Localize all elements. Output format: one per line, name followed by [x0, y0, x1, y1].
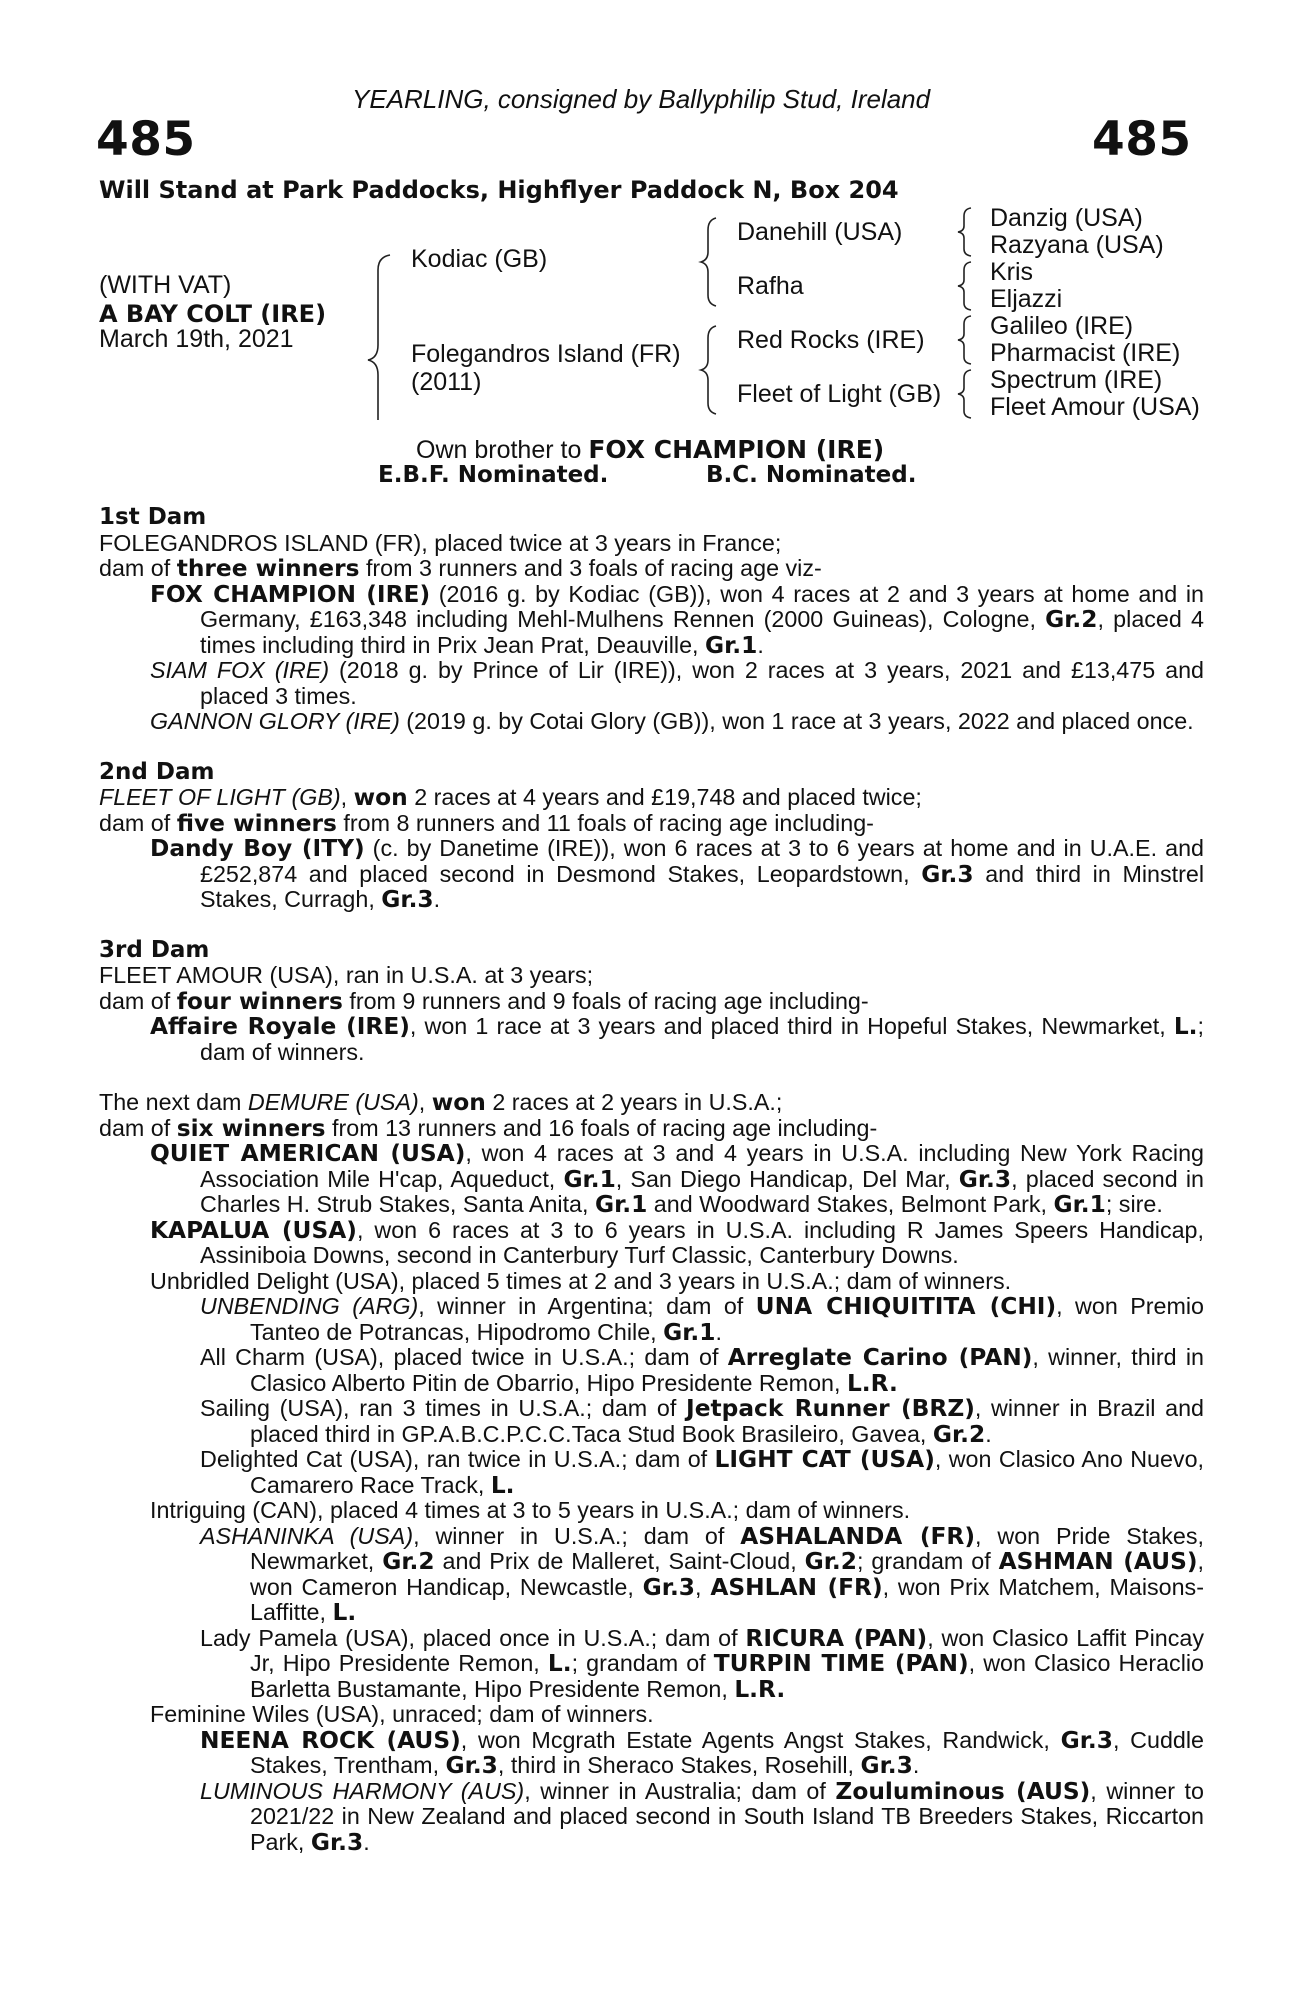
progeny-entry: Intriguing (CAN), placed 4 times at 3 to 5 years in U.S.A.; dam of winners. — [150, 1497, 911, 1523]
gg-3: Kris — [990, 258, 1034, 286]
second-dam-heading: 2nd Dam — [99, 758, 215, 785]
horse-name: A BAY COLT (IRE) — [99, 300, 327, 328]
catalogue-subtitle: YEARLING, consigned by Ballyphilip Stud, Ireland — [352, 84, 931, 114]
pedigree-notes — [99, 505, 1204, 1855]
progeny-entry: All Charm (USA), placed twice in U.S.A.; dam of Arreglate Carino (PAN), winner, third in Clasico Alberto Pitin de Obarrio, Hipo Presidente Remon, L.R. — [200, 1344, 1204, 1397]
next-dam-line: The next dam DEMURE (USA), won 2 races at 2 years in U.S.A.; — [99, 1089, 783, 1116]
progeny-entry: Lady Pamela (USA), placed once in U.S.A.; dam of RICURA (PAN), won Clasico Laffit Pincay Jr, Hipo Presidente Remon, L.; grandam of TURPIN TIME (PAN), won Clasico Heraclio Barletta Bustamante, Hipo Presidente Remon, L.R. — [200, 1624, 1205, 1703]
sire-sire: Danehill (USA) — [737, 218, 903, 246]
progeny-entry: KAPALUA (USA), won 6 races at 3 to 6 years in U.S.A. including R James Speers Handicap, Assiniboia Downs, second in Canterbury Turf Classic, Canterbury Downs. — [150, 1216, 1204, 1268]
progeny-entry: Delighted Cat (USA), ran twice in U.S.A.; dam of LIGHT CAT (USA), won Clasico Ano Nuevo, Camarero Race Track, L. — [200, 1446, 1205, 1499]
progeny-entry: QUIET AMERICAN (USA), won 4 races at 3 and 4 years in U.S.A. including New York Racing Association Mile H'cap, Aqueduct, Gr.1, San Diego Handicap, Del Mar, Gr.3, placed second in Charles H. Strub Stakes, Santa Anita, Gr.1 and Woodward Stakes, Belmont Park, Gr.1; sire. — [150, 1140, 1204, 1218]
stand-info: Will Stand at Park Paddocks, Highflyer Paddock N, Box 204 — [99, 176, 899, 204]
dam-year: (2011) — [411, 368, 482, 396]
progeny-entry: Dandy Boy (ITY) (c. by Danetime (IRE)), won 6 races at 3 to 6 years at home and in U.A.E. and £252,874 and placed second in Desmond Stakes, Leopardstown, Gr.3 and third in Minstrel Stakes, Curragh, Gr.3. — [150, 835, 1204, 913]
progeny-entry: NEENA ROCK (AUS), won Mcgrath Estate Agents Angst Stakes, Randwick, Gr.3, Cuddle Stakes, Trentham, Gr.3, third in Sheraco Stakes, Rosehill, Gr.3. — [200, 1726, 1204, 1779]
progeny-entry: FOX CHAMPION (IRE) (2016 g. by Kodiac (GB)), won 4 races at 2 and 3 years at home and in Germany, £163,348 including Mehl-Mulhens Rennen (2000 Guineas), Cologne, Gr.2, placed 4 times including third in Prix Jean Prat, Deauville, Gr.1. — [150, 580, 1205, 659]
first-dam-heading: 1st Dam — [99, 504, 207, 530]
first-dam-summary: dam of three winners from 3 runners and 3 foals of racing age viz- — [99, 555, 822, 582]
progeny-entry: LUMINOUS HARMONY (AUS), winner in Australia; dam of Zouluminous (AUS), winner to 2021/22 in New Zealand and placed second in South Island TB Breeders Stakes, Riccarton Park, Gr.3. — [200, 1777, 1204, 1856]
second-dam-summary: dam of five winners from 8 runners and 11 foals of racing age including- — [99, 809, 874, 837]
pedigree-brace-g1 — [955, 204, 979, 264]
lot-number-left: 485 — [96, 112, 196, 167]
own-brother-prefix: Own brother to — [416, 436, 589, 464]
gg-7: Spectrum (IRE) — [990, 366, 1163, 394]
progeny-entry: Sailing (USA), ran 3 times in U.S.A.; dam of Jetpack Runner (BRZ), winner in Brazil and placed third in GP.A.B.C.P.C.C.Taca Stud Book Brasileiro, Gavea, Gr.2. — [200, 1395, 1205, 1448]
third-dam-heading: 3rd Dam — [99, 936, 210, 963]
pedigree-brace-g4 — [955, 366, 979, 426]
first-dam-line: FOLEGANDROS ISLAND (FR), placed twice at 3 years in France; — [99, 529, 782, 556]
progeny-entry: SIAM FOX (IRE) (2018 g. by Prince of Lir (IRE)), won 2 races at 3 years, 2021 and £13,475 and placed 3 times. — [150, 657, 1204, 709]
ebf-nominated: E.B.F. Nominated. — [378, 462, 609, 488]
foaling-date: March 19th, 2021 — [99, 325, 294, 353]
progeny-entry: Feminine Wiles (USA), unraced; dam of winners. — [150, 1701, 654, 1727]
pedigree-brace-main — [360, 210, 410, 420]
gg-2: Razyana (USA) — [990, 231, 1164, 259]
gg-4: Eljazzi — [990, 285, 1063, 313]
dam-sire: Red Rocks (IRE) — [737, 326, 925, 354]
third-dam-line: FLEET AMOUR (USA), ran in U.S.A. at 3 years; — [99, 962, 594, 988]
progeny-entry: GANNON GLORY (IRE) (2019 g. by Cotai Glory (GB)), won 1 race at 3 years, 2022 and placed once. — [150, 708, 1194, 734]
dam-dam: Fleet of Light (GB) — [737, 380, 942, 408]
own-brother-note — [416, 436, 884, 464]
third-dam-summary: dam of four winners from 9 runners and 9 foals of racing age including- — [99, 987, 869, 1015]
progeny-entry: UNBENDING (ARG), winner in Argentina; dam of UNA CHIQUITITA (CHI), won Premio Tanteo de Potrancas, Hipodromo Chile, Gr.1. — [200, 1293, 1204, 1346]
dam: Folegandros Island (FR) — [411, 340, 681, 368]
progeny-entry: Unbridled Delight (USA), placed 5 times at 2 and 3 years in U.S.A.; dam of winners. — [150, 1267, 1012, 1294]
sire: Kodiac (GB) — [411, 245, 548, 273]
pedigree-brace-sire — [698, 210, 728, 310]
gg-5: Galileo (IRE) — [990, 312, 1134, 340]
progeny-entry: ASHANINKA (USA), winner in U.S.A.; dam of ASHALANDA (FR), won Pride Stakes, Newmarket, Gr.2 and Prix de Malleret, Saint-Cloud, Gr.2; grandam of ASHMAN (AUS), won Cameron Handicap, Newcastle, Gr.3, ASHLAN (FR), won Prix Matchem, Maisons-Laffitte, L. — [200, 1522, 1205, 1626]
lot-number-right: 485 — [1092, 112, 1192, 167]
sire-dam: Rafha — [737, 272, 804, 300]
bc-nominated: B.C. Nominated. — [706, 462, 917, 488]
pedigree-brace-dam — [698, 318, 728, 418]
progeny-entry: Affaire Royale (IRE), won 1 race at 3 years and placed third in Hopeful Stakes, Newmarket, L.; dam of winners. — [150, 1013, 1204, 1065]
gg-1: Danzig (USA) — [990, 204, 1143, 232]
vat-note: (WITH VAT) — [99, 271, 232, 299]
second-dam-line: FLEET OF LIGHT (GB), won 2 races at 4 years and £19,748 and placed twice; — [99, 784, 922, 811]
next-dam-summary: dam of six winners from 13 runners and 16 foals of racing age including- — [99, 1114, 878, 1142]
pedigree-brace-g3 — [955, 312, 979, 372]
gg-8: Fleet Amour (USA) — [990, 393, 1200, 421]
own-brother-name: FOX CHAMPION (IRE) — [588, 435, 885, 464]
gg-6: Pharmacist (IRE) — [990, 339, 1181, 367]
pedigree-brace-g2 — [955, 258, 979, 318]
